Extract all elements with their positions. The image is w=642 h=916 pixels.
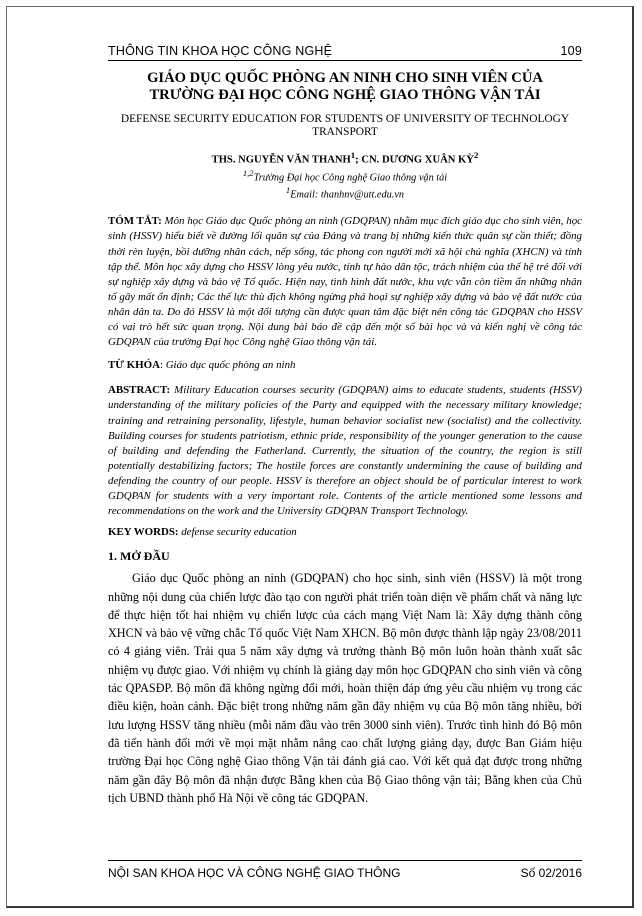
english-title-line-2: TRANSPORT [312, 126, 378, 138]
abstract-english [108, 383, 582, 519]
article-content [108, 70, 582, 807]
author-1-sup: 1 [350, 150, 356, 160]
keywords-english [108, 525, 582, 540]
keywords-vn-text: Giáo dục quốc phòng an ninh [165, 359, 296, 372]
affiliation-sup: 1,2 [242, 167, 254, 178]
keywords-vn-label: TỪ KHÓA [108, 359, 160, 372]
journal-section: THÔNG TIN KHOA HỌC CÔNG NGHỆ [108, 44, 333, 58]
abstract-en-label: ABSTRACT: [108, 384, 171, 397]
keywords-en-label: KEY WORDS: [108, 526, 179, 539]
affiliation [108, 167, 582, 202]
abstract-en-text: Military Education courses security (GDQPAN) aims to educate students, students (HSSV) understanding of the military policies of the Party and equipped with the necessary military knowledge; training and retraining personality, lifestyle, human behavior socialist new (socialist) and the collectivity. Building courses for students patriotism, ethnic pride, responsibility of the younger generation to the cause of building and defending the Fatherland. Currently, the situation of the country, the region is still potentially destabilizing factors; The hostile forces are constantly undermining the cause of building and defending the country of our people. HSSV is therefore an object should be of particular interest to work GDQPAN for students with a very important role. Contents of the article mentioned some lessons and recommendations on the work and the University GDQPAN Transport Technology. [108, 384, 582, 518]
author-1: THS. NGUYỄN VĂN THANH [211, 154, 351, 166]
issue-number: Số 02/2016 [520, 866, 582, 880]
english-title [108, 113, 582, 139]
title-line-1: GIÁO DỤC QUỐC PHÒNG AN NINH CHO SINH VIÊN CỦA [147, 70, 543, 86]
page-number: 109 [560, 44, 582, 58]
author-email: Email: thanhnv@utt.edu.vn [290, 189, 405, 201]
abstract-vn-label: TÓM TẮT: [108, 215, 162, 228]
section-heading: 1. MỞ ĐẦU [108, 549, 170, 564]
english-title-line-1: DEFENSE SECURITY EDUCATION FOR STUDENTS OF UNIVERSITY OF TECHNOLOGY [120, 113, 570, 125]
author-2: ; CN. DƯƠNG XUÂN KỲ [355, 154, 474, 166]
abstract-vietnamese [108, 214, 582, 350]
section-1-paragraph: Giáo dục Quốc phòng an ninh (GDQPAN) cho học sinh, sinh viên (HSSV) là một trong những nội dung của chiến lược đào tạo con người phát triển toàn diện về phẩm chất và năng lực để thực hiện tốt hai nhiệm vụ chiến lược của cách mạng Việt Nam là: Xây dựng thành công XHCN và bảo vệ vững chắc Tổ quốc Việt Nam XHCN. Bộ môn được thành lập ngày 23/08/2011 có 4 giảng viên. Trải qua 5 năm xây dựng và trưởng thành Bộ môn luôn hoàn thành xuất sắc nhiệm vụ được giao. Với nhiệm vụ chính là giảng dạy môn học GDQPAN cho sinh viên và công tác QPASĐP. Bộ môn đã không ngừng đổi mới, hoàn thiện đáp ứng yêu cầu nhiệm vụ trong các điều kiện, hoàn cảnh. Đặc biệt trong những năm gần đây nhiệm vụ của Bộ môn tăng nhiều, bởi lưu lượng HSSV tăng nhiều (mỗi năm đầu vào trên 3000 sinh viên). Trước tình hình đó Bộ môn đã tiến hành đổi mới về mọi mặt nhằm nâng cao chất lượng giảng dạy, được Ban Giám hiệu trường Đại học Công nghệ Giao thông Vận tải đánh giá cao. Với kết quả đạt được trong những năm gần đây Bộ môn đã nhận được Bằng khen của Bộ Giao thông vận tải; Bằng khen của Chủ tịch UBND thành phố Hà Nội về công tác GDQPAN. [108, 571, 582, 805]
abstract-vn-text: Môn học Giáo dục Quốc phòng an ninh (GDQPAN) nhằm mục đích giáo dục cho sinh viên, học sinh (HSSV) hiểu biết về đường lối quân sự của Đảng và trang bị những kiến thức quân sự cần thiết; đồng thời rèn luyện, bồi dưỡng nhân cách, nếp sống, tác phong con người mới xã hội chủ nghĩa (XHCN) và tính tập thể. Môn học xây dựng cho HSSV lòng yêu nước, tính tự hào dân tộc, trách nhiệm của thế hệ trẻ đối với sự nghiệp xây dựng và bảo vệ Tổ quốc. Hiện nay, tình hình đất nước, khu vực vẫn còn tiềm ẩn những nhân tố gây mất ổn định; Các thế lực thù địch không ngừng phá hoại sự nghiệp xây dựng và bảo vệ đất nước của nhân dân ta. Do đó HSSV là một đối tượng cần được quan tâm đặc biệt nên công tác GDQPAN cho HSSV có vai trò hết sức quan trọng. Nội dung bài báo đề cập đến một số bài học và và kiến nghị về công tác GDQPAN của trường Đại học Công nghệ Giao thông vận tải. [108, 215, 582, 349]
keywords-en-text: defense security education [181, 526, 297, 539]
author-line [108, 150, 582, 166]
email-sup: 1 [285, 184, 291, 195]
author-2-sup: 2 [473, 150, 479, 160]
title-line-2: TRƯỜNG ĐẠI HỌC CÔNG NGHỆ GIAO THÔNG VẬN TẢI [149, 87, 541, 103]
running-header [108, 44, 582, 61]
affiliation-text: Trường Đại học Công nghệ Giao thông vận tải [253, 171, 448, 183]
journal-name: NỘI SAN KHOA HỌC VÀ CÔNG NGHỆ GIAO THÔNG [108, 866, 401, 880]
running-footer [108, 860, 582, 880]
article-title [108, 70, 582, 104]
keywords-vietnamese: TỪ KHÓA: Giáo dục quốc phòng an ninh [108, 359, 296, 372]
